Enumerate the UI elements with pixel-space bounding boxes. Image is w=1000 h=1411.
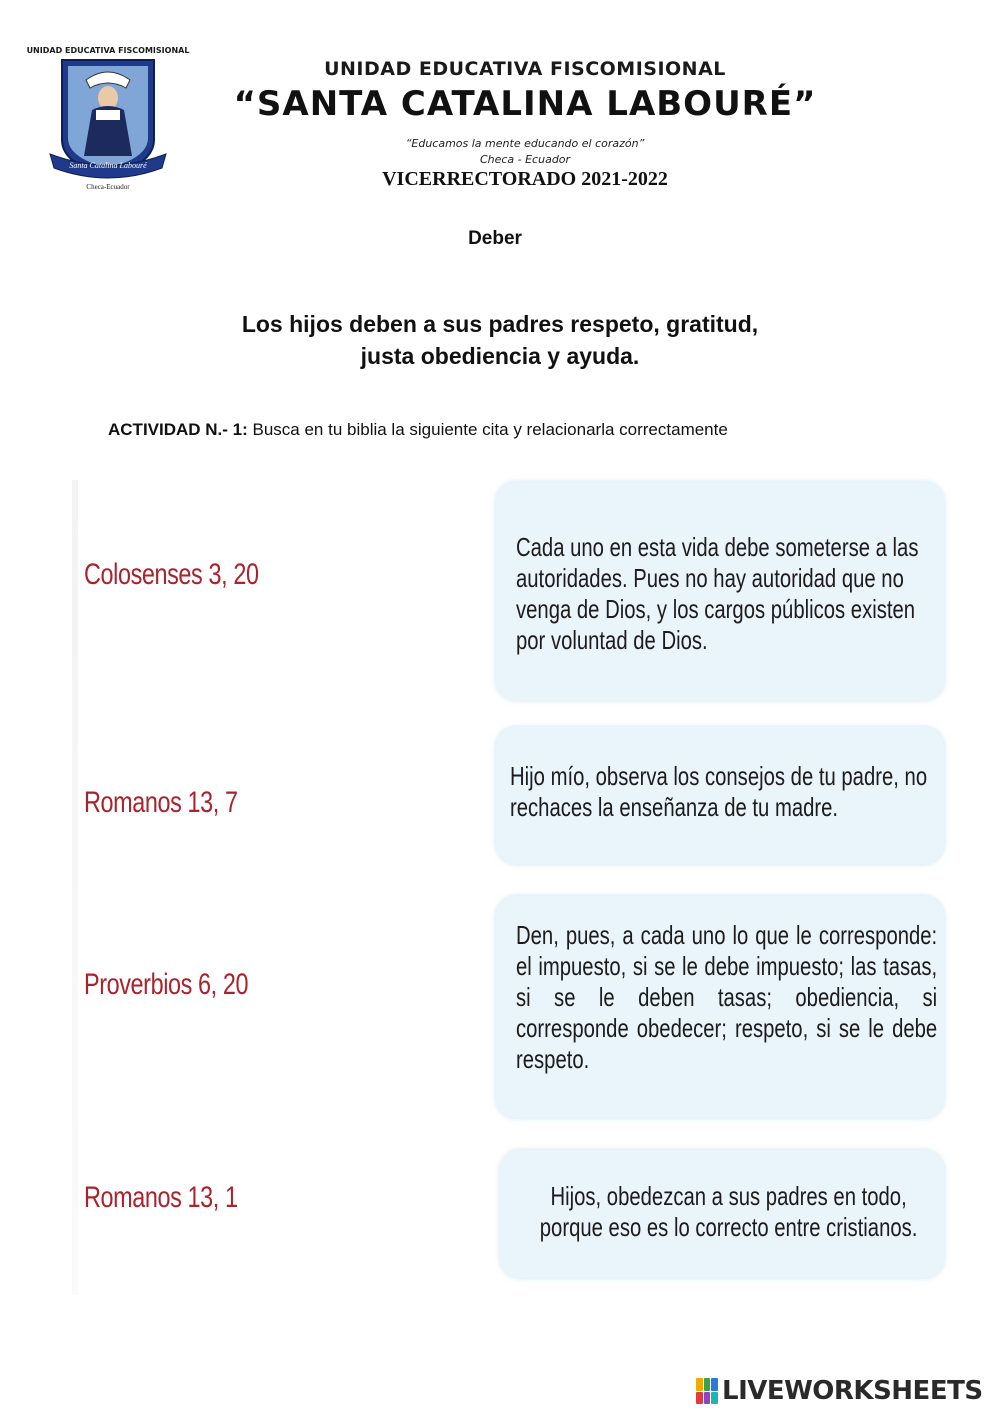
reference-proverbios[interactable]: Proverbios 6, 20 <box>84 968 249 1001</box>
liveworksheets-brand <box>696 1375 983 1407</box>
reference-romanos-13-7[interactable]: Romanos 13, 7 <box>84 786 238 819</box>
quote-text: Cada uno en esta vida debe someterse a las autoridades. Pues no hay autoridad que no venga de Dios, y los cargos públicos existen por voluntad de Dios. <box>516 532 919 655</box>
quote-box-3[interactable] <box>496 896 944 1118</box>
brand-text: LIVEWORKSHEETS <box>722 1376 983 1406</box>
quote-text: Hijos, obedezcan a sus padres en todo, porque eso es lo correcto entre cristianos. <box>539 1181 918 1242</box>
quote-text: Den, pues, a cada uno lo que le corresponde: el impuesto, si se le debe impuesto; las tasas, si se le deben tasas; obediencia, si corresponde obedecer; respeto, si se le debe respeto. <box>516 920 938 1074</box>
vicerrectorado-heading: VICERRECTORADO 2021-2022 <box>382 168 668 190</box>
school-location: Checa - Ecuador <box>479 153 571 166</box>
quote-box-2[interactable] <box>496 727 944 864</box>
school-logo <box>26 44 190 192</box>
quote-box-1[interactable] <box>496 482 944 700</box>
logo-ribbon-text: Santa Catalina Labouré <box>69 161 147 170</box>
liveworksheets-logo-icon <box>696 1378 718 1404</box>
title-line-2: justa obediencia y ayuda. <box>360 343 640 369</box>
assignment-label: Deber <box>468 228 522 249</box>
quote-box-4[interactable] <box>500 1150 944 1278</box>
reference-colosenses[interactable]: Colosenses 3, 20 <box>84 558 259 591</box>
quote-text: Hijo mío, observa los consejos de tu padre, no rechaces la enseñanza de tu madre. <box>510 761 928 822</box>
activity-text: Busca en tu biblia la siguiente cita y relacionarla correctamente <box>247 420 728 439</box>
school-type-heading: UNIDAD EDUCATIVA FISCOMISIONAL <box>324 58 726 80</box>
activity-instruction <box>108 420 968 440</box>
logo-text-bottom: Checa-Ecuador <box>86 183 130 191</box>
school-motto: “Educamos la mente educando el corazón” <box>405 137 645 150</box>
page-title <box>100 308 900 372</box>
reference-romanos-13-1[interactable]: Romanos 13, 1 <box>84 1181 238 1214</box>
logo-text-top: UNIDAD EDUCATIVA FISCOMISIONAL <box>26 46 190 55</box>
title-line-1: Los hijos deben a sus padres respeto, gratitud, <box>241 311 759 337</box>
activity-label: ACTIVIDAD N.- 1: <box>108 420 248 439</box>
school-name: “SANTA CATALINA LABOURÉ” <box>233 84 817 124</box>
school-crest-icon <box>26 44 190 192</box>
scan-edge <box>72 480 78 1295</box>
